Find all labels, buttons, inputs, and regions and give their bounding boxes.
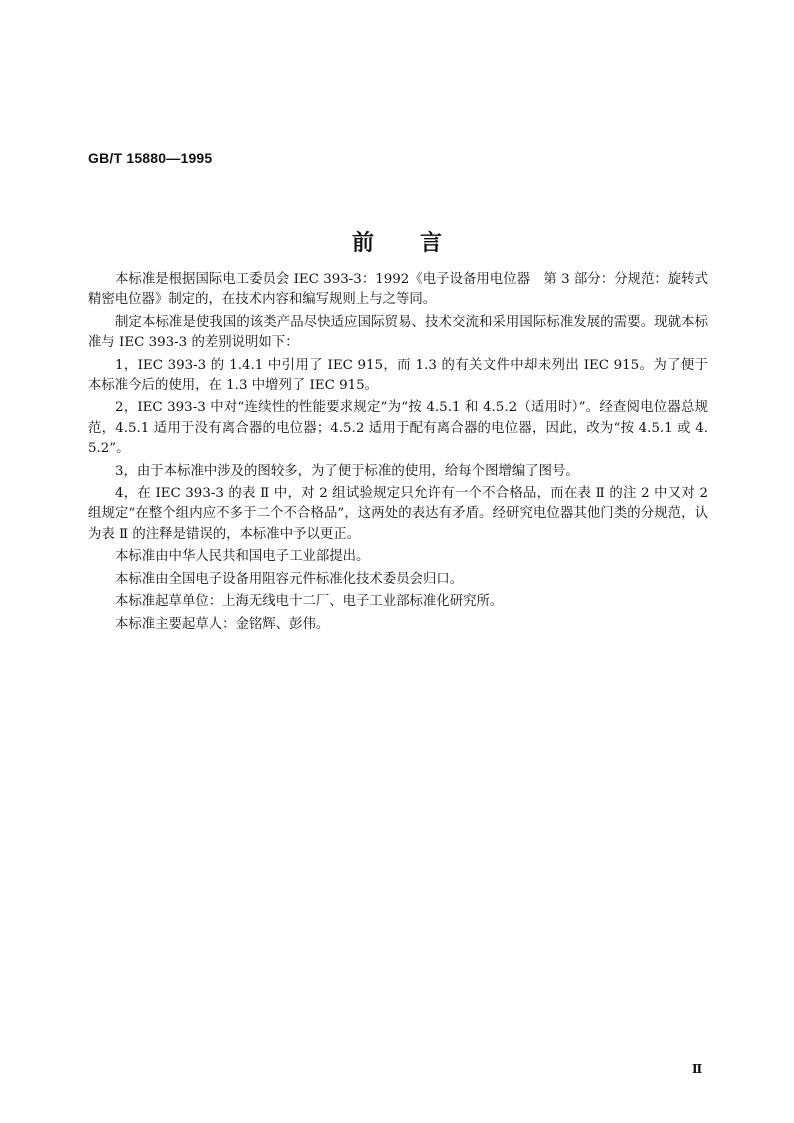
difference-item-3: 3，由于本标准中涉及的图较多，为了便于标准的使用，给每个图增编了图号。 <box>115 463 579 479</box>
difference-item-4: 4，在 IEC 393-3 的表 Ⅱ 中，对 2 组试验规定只允许有一个不合格品，而在表 Ⅱ 的注 2 中又对 2 组规定“在整个组内应不多于二个不合格品”，这两处的表达有矛盾。经研究电位器其他门类的分规范，认为表 Ⅱ 的注释是错误的，本标准中予以更正。 <box>88 486 708 542</box>
paragraph-administrator: 本标准由全国电子设备用阻容元件标准化技术委员会归口。 <box>115 571 464 587</box>
paragraph-drafting-units: 本标准起草单位：上海无线电十二厂、电子工业部标准化研究所。 <box>115 594 504 610</box>
paragraph-basis: 本标准是根据国际电工委员会 IEC 393-3：1992《电子设备用电位器 第 3 部分：分规范：旋转式精密电位器》制定的，在技术内容和编写规则上与之等同。 <box>88 272 708 308</box>
paragraph-proposer: 本标准由中华人民共和国电子工业部提出。 <box>115 549 370 565</box>
difference-item-2: 2，IEC 393-3 中对“连续性的性能要求规定”为“按 4.5.1 和 4.5.2（适用时）”。经查阅电位器总规范，4.5.1 适用于没有离合器的电位器；4.5.2 适用于配有离合器的电位器，因此，改为“按 4.5.1 或 4.5.2”。 <box>88 400 708 457</box>
page-number: Ⅱ <box>692 1062 703 1076</box>
paragraph-drafters: 本标准主要起草人：金铭辉、彭伟。 <box>115 616 330 632</box>
standard-number: GB/T 15880—1995 <box>88 150 213 166</box>
paragraph-purpose: 制定本标准是使我国的该类产品尽快适应国际贸易、技术交流和采用国际标准发展的需要。现就本标准与 IEC 393-3 的差别说明如下： <box>88 314 708 351</box>
difference-item-1: 1，IEC 393-3 的 1.4.1 中引用了 IEC 915，而 1.3 的有关文件中却未列出 IEC 915。为了便于本标准今后的使用，在 1.3 中增列了 IEC 915。 <box>88 357 708 394</box>
title-char-2: 言 <box>420 231 443 256</box>
page-title <box>0 226 794 257</box>
title-char-1: 前 <box>351 231 374 256</box>
foreword-body <box>88 270 708 637</box>
